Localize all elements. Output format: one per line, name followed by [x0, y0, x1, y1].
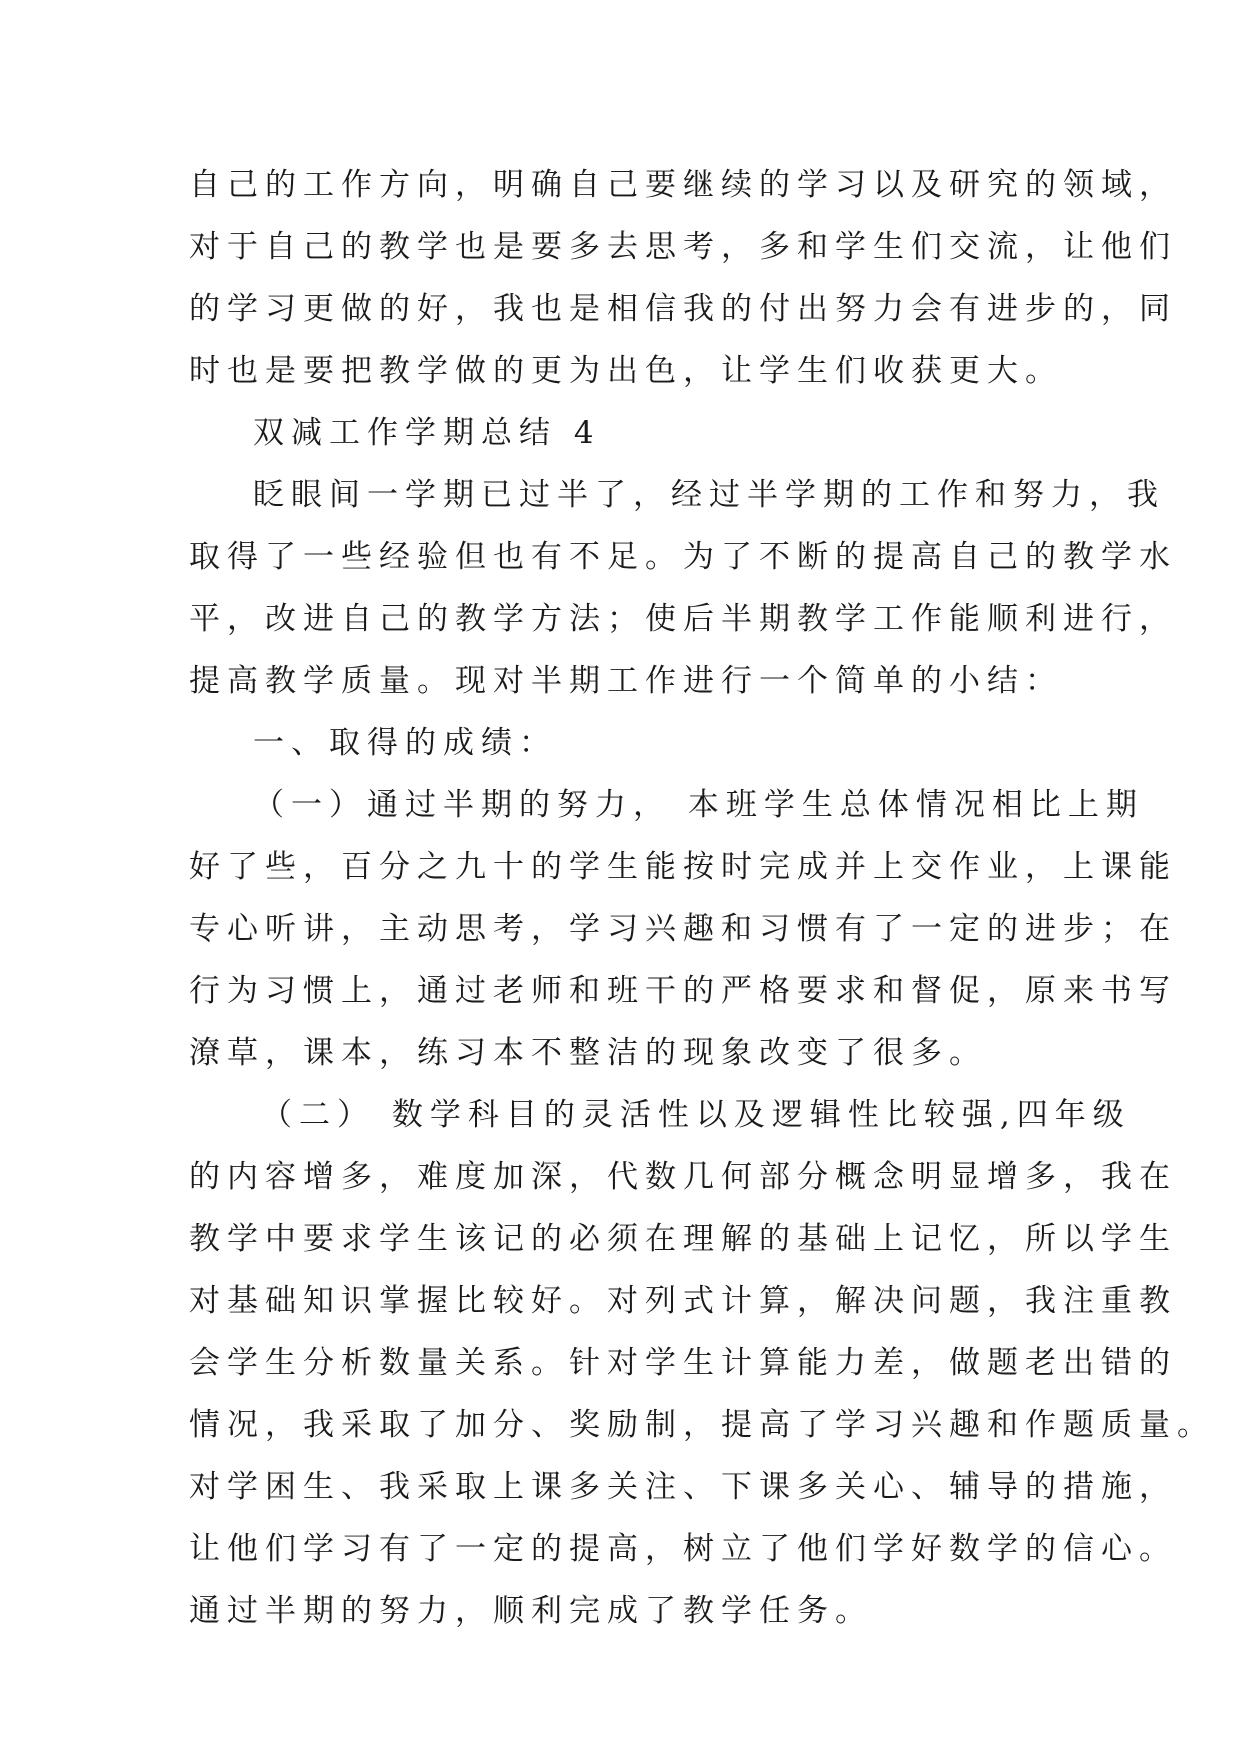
text-line: 的内容增多，难度加深，代数几何部分概念明显增多，我在 [189, 1159, 1177, 1195]
text-line: 行为习惯上，通过老师和班干的严格要求和督促，原来书写 [189, 973, 1177, 1009]
text-line: 好了些，百分之九十的学生能按时完成并上交作业，上课能 [189, 849, 1177, 885]
text-line: 的学习更做的好，我也是相信我的付出努力会有进步的，同 [189, 291, 1177, 327]
text-line: （二） 数学科目的灵活性以及逻辑性比较强,四年级 [261, 1097, 1131, 1133]
text-line: 平，改进自己的教学方法；使后半期教学工作能顺利进行， [189, 601, 1177, 637]
text-line: 眨眼间一学期已过半了，经过半学期的工作和努力，我 [253, 477, 1165, 513]
text-line: 提高教学质量。现对半期工作进行一个简单的小结： [189, 663, 1063, 699]
text-line: 潦草，课本，练习本不整洁的现象改变了很多。 [189, 1035, 987, 1071]
section-heading: 双减工作学期总结 4 [253, 415, 601, 451]
text-line: 取得了一些经验但也有不足。为了不断的提高自己的教学水 [189, 539, 1177, 575]
text-line: 让他们学习有了一定的提高，树立了他们学好数学的信心。 [189, 1531, 1177, 1567]
text-line: 专心听讲，主动思考，学习兴趣和习惯有了一定的进步；在 [189, 911, 1177, 947]
text-line: 教学中要求学生该记的必须在理解的基础上记忆，所以学生 [189, 1221, 1177, 1257]
subsection-heading: 一、取得的成绩： [253, 725, 557, 761]
document-page [189, 154, 1215, 1642]
text-line: 自己的工作方向，明确自己要继续的学习以及研究的领域， [189, 167, 1177, 203]
text-line: 对学困生、我采取上课多关注、下课多关心、辅导的措施， [189, 1469, 1177, 1505]
text-line: 通过半期的努力，顺利完成了教学任务。 [189, 1593, 873, 1629]
text-line: 对基础知识掌握比较好。对列式计算，解决问题，我注重教 [189, 1283, 1177, 1319]
text-line: 时也是要把教学做的更为出色，让学生们收获更大。 [189, 353, 1063, 389]
text-line: （一）通过半期的努力， 本班学生总体情况相比上期 [253, 787, 1144, 823]
text-line: 情况，我采取了加分、奖励制，提高了学习兴趣和作题质量。 [189, 1407, 1215, 1443]
text-line: 对于自己的教学也是要多去思考，多和学生们交流，让他们 [189, 229, 1177, 265]
text-line: 会学生分析数量关系。针对学生计算能力差，做题老出错的 [189, 1345, 1177, 1381]
